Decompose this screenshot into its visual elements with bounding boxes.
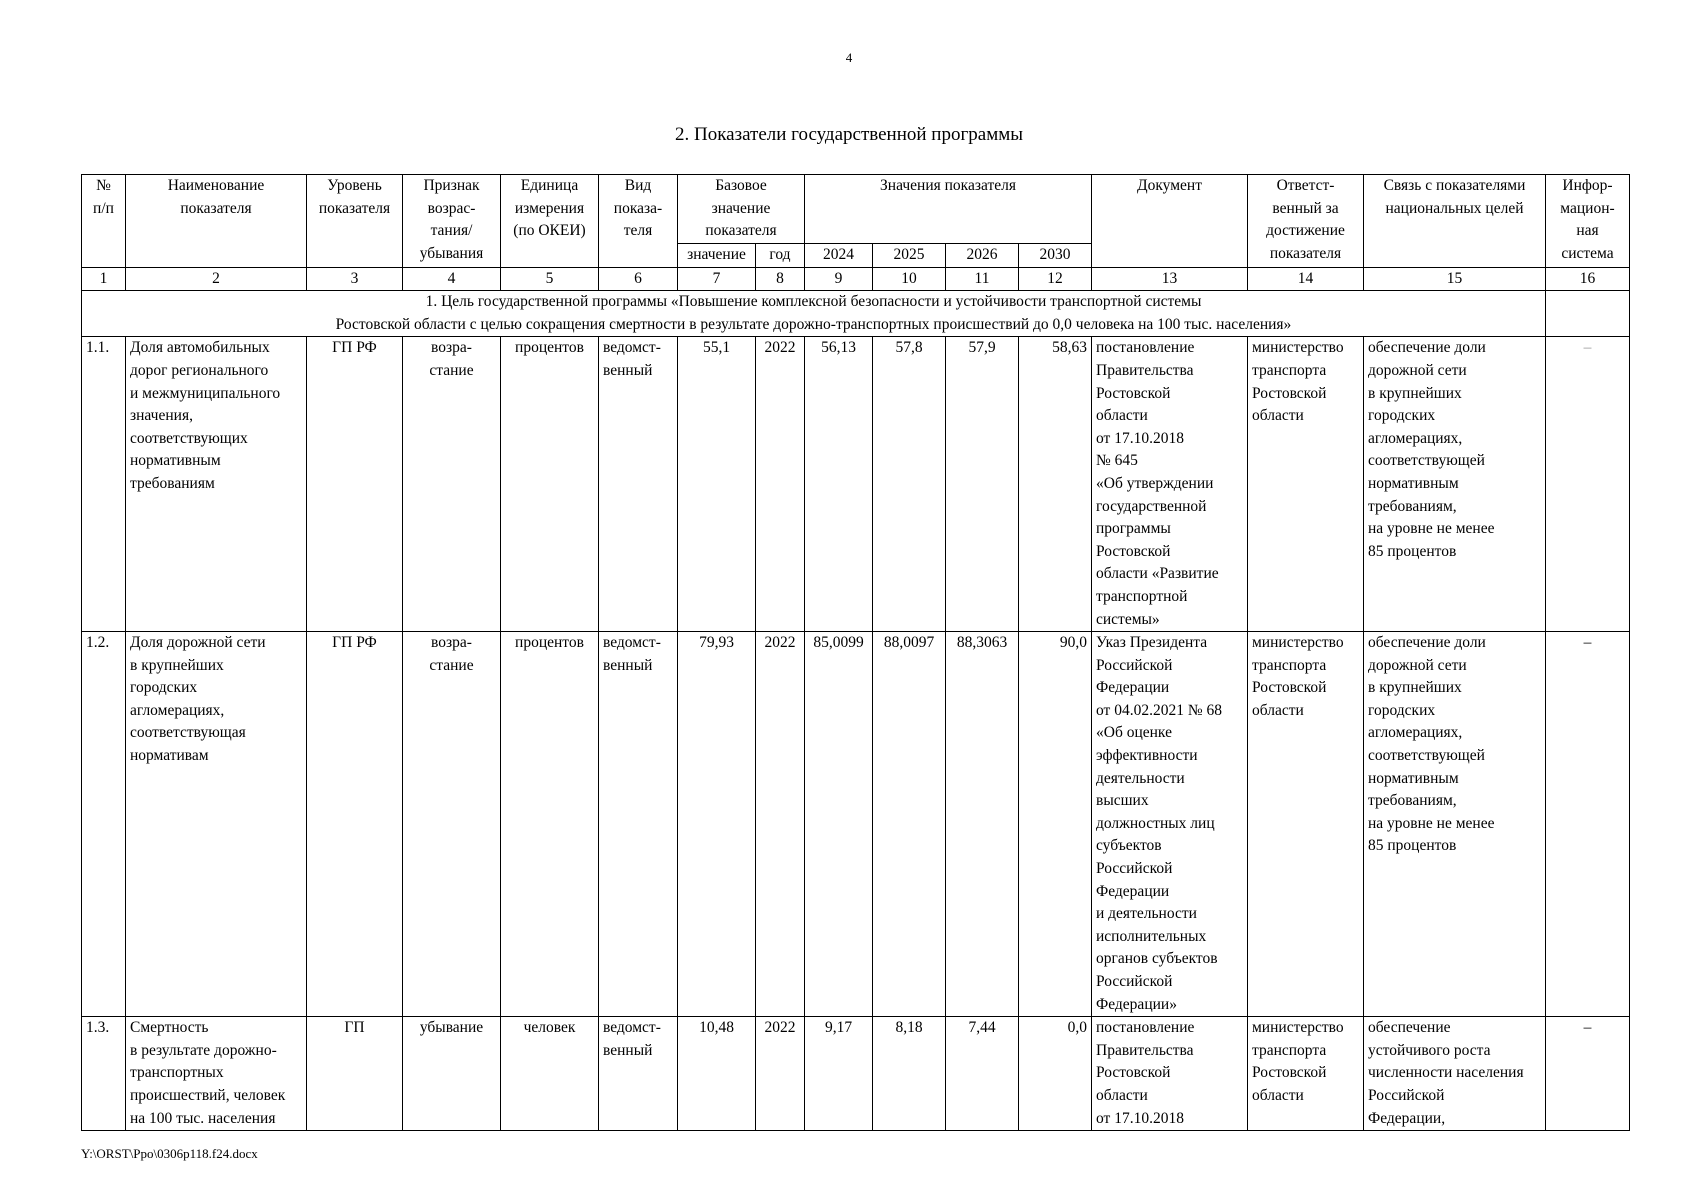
table-row [82,337,1630,632]
row-number: 1.2. [82,632,126,1017]
header-responsible: Ответст- венный за достижение показателя [1248,175,1364,268]
header-row [82,175,1630,244]
header-level: Уровень показателя [307,175,403,268]
column-number: 15 [1364,267,1546,291]
national-goal-link: обеспечение доли дорожной сети в крупнейших городских агломерациях, соответствующей нормативным требованиям, на уровне не менее 85 процентов [1364,337,1546,632]
indicator-unit: процентов [501,632,599,1017]
column-number: 11 [946,267,1019,291]
header-name: Наименование показателя [126,175,307,268]
column-number: 7 [678,267,756,291]
indicator-level: ГП РФ [307,337,403,632]
value-2025: 8,18 [873,1017,946,1131]
value-2030: 90,0 [1019,632,1092,1017]
column-number: 9 [805,267,873,291]
column-number: 1 [82,267,126,291]
row-number: 1.1. [82,337,126,632]
responsible: министерство транспорта Ростовской области [1248,337,1364,632]
responsible: министерство транспорта Ростовской области [1248,1017,1364,1131]
indicator-trend: возра- стание [403,337,501,632]
row-number: 1.3. [82,1017,126,1131]
value-2024: 9,17 [805,1017,873,1131]
value-2025: 57,8 [873,337,946,632]
info-system: – [1546,337,1630,632]
value-2030: 58,63 [1019,337,1092,632]
indicator-level: ГП РФ [307,632,403,1017]
info-system: – [1546,1017,1630,1131]
column-number: 10 [873,267,946,291]
column-numbers-row [82,267,1630,291]
indicators-table [81,174,1630,1131]
indicator-trend: возра- стание [403,632,501,1017]
header-document: Документ [1092,175,1248,268]
indicator-trend: убывание [403,1017,501,1131]
header-link: Связь с показателями национальных целей [1364,175,1546,268]
indicator-unit: процентов [501,337,599,632]
header-base-value: значение [678,244,756,268]
indicator-level: ГП [307,1017,403,1131]
base-value: 10,48 [678,1017,756,1131]
column-number: 16 [1546,267,1630,291]
goal-empty-cell [1546,291,1630,337]
document-title: 2. Показатели государственной программы [674,124,1024,145]
column-number: 14 [1248,267,1364,291]
indicator-name: Доля автомобильных дорог регионального и межмуниципального значения, соответствующих нормативным требованиям [126,337,307,632]
indicator-kind: ведомст- венный [599,1017,678,1131]
value-2025: 88,0097 [873,632,946,1017]
header-year-2024: 2024 [805,244,873,268]
document: постановление Правительства Ростовской области от 17.10.2018 [1092,1017,1248,1131]
column-number: 6 [599,267,678,291]
header-info-system: Инфор- мацион- ная система [1546,175,1630,268]
responsible: министерство транспорта Ростовской области [1248,632,1364,1017]
column-number: 4 [403,267,501,291]
header-year-2025: 2025 [873,244,946,268]
page-number: 4 [845,50,853,65]
column-number: 12 [1019,267,1092,291]
header-number: № п/п [82,175,126,268]
table-row [82,632,1630,1017]
header-base: Базовое значение показателя [678,175,805,244]
document: постановление Правительства Ростовской области от 17.10.2018 № 645 «Об утверждении государственной программы Ростовской области «Развитие транспортной системы» [1092,337,1248,632]
value-2026: 88,3063 [946,632,1019,1017]
value-2024: 85,0099 [805,632,873,1017]
value-2026: 7,44 [946,1017,1019,1131]
value-2026: 57,9 [946,337,1019,632]
base-value: 79,93 [678,632,756,1017]
indicator-kind: ведомст- венный [599,337,678,632]
header-base-year: год [756,244,805,268]
value-2024: 56,13 [805,337,873,632]
column-number: 3 [307,267,403,291]
indicator-name: Доля дорожной сети в крупнейших городских агломерациях, соответствующая нормативам [126,632,307,1017]
header-values: Значения показателя [805,175,1092,244]
table-row [82,1017,1630,1131]
base-year: 2022 [756,1017,805,1131]
header-kind: Вид показа- теля [599,175,678,268]
national-goal-link: обеспечение устойчивого роста численности населения Российской Федерации, [1364,1017,1546,1131]
base-value: 55,1 [678,337,756,632]
column-number: 5 [501,267,599,291]
column-number: 2 [126,267,307,291]
header-year-2030: 2030 [1019,244,1092,268]
base-year: 2022 [756,632,805,1017]
indicator-name: Смертность в результате дорожно- транспортных происшествий, человек на 100 тыс. населения [126,1017,307,1131]
goal-row [82,291,1630,337]
goal-text: 1. Цель государственной программы «Повышение комплексной безопасности и устойчивости транспортной системы Ростовской области с целью сокращения смертности в результате дорожно-транспортных происшествий до 0,0 человека на 100 тыс. населения» [82,291,1546,337]
column-number: 13 [1092,267,1248,291]
header-trend: Признак возрас- тания/ убывания [403,175,501,268]
header-year-2026: 2026 [946,244,1019,268]
header-unit: Единица измерения (по ОКЕИ) [501,175,599,268]
indicator-kind: ведомст- венный [599,632,678,1017]
value-2030: 0,0 [1019,1017,1092,1131]
file-path-footer: Y:\ORST\Ppo\0306p118.f24.docx [81,1146,258,1161]
indicator-unit: человек [501,1017,599,1131]
national-goal-link: обеспечение доли дорожной сети в крупнейших городских агломерациях, соответствующей нормативным требованиям, на уровне не менее 85 процентов [1364,632,1546,1017]
column-number: 8 [756,267,805,291]
document: Указ Президента Российской Федерации от 04.02.2021 № 68 «Об оценке эффективности деятельности высших должностных лиц субъектов Российской Федерации и деятельности исполнительных органов субъектов Российской Федерации» [1092,632,1248,1017]
info-system: – [1546,632,1630,1017]
base-year: 2022 [756,337,805,632]
